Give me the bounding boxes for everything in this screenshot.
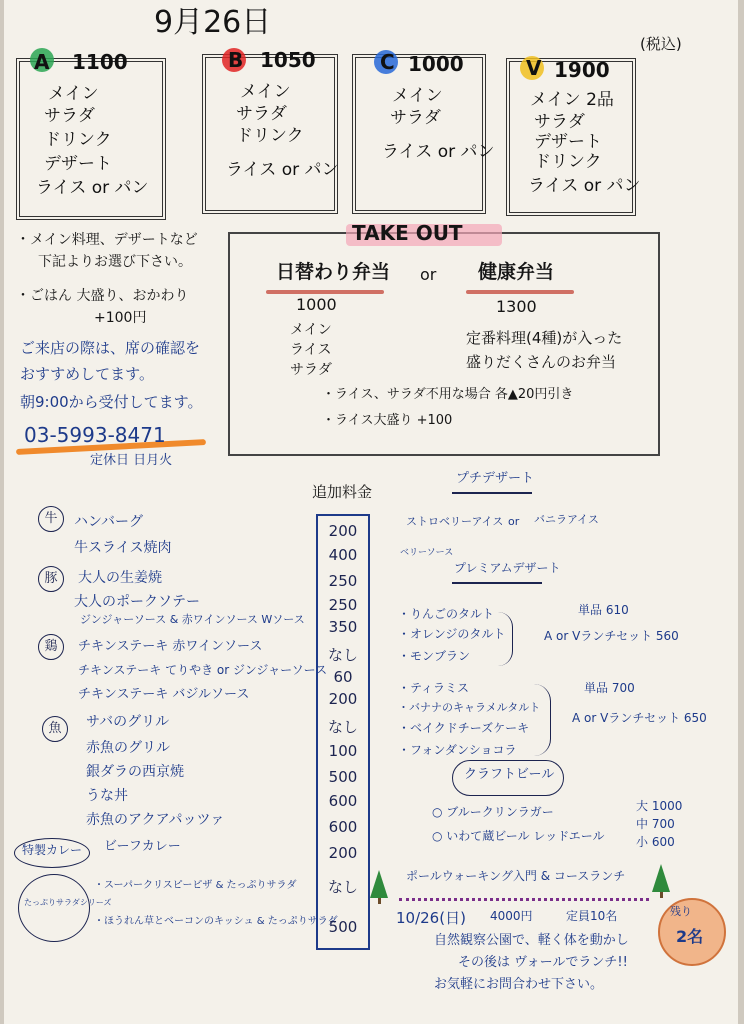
tree-trunk (378, 898, 381, 904)
beef-mark: 牛 (38, 506, 64, 532)
beer-size: 中 700 (636, 817, 675, 831)
main-item: ・ほうれん草とベーコンのキッシュ & たっぷりサラダ (94, 916, 338, 927)
main-price: なし (327, 646, 358, 664)
confirm-note: ご来店の際は、席の確認を (20, 339, 201, 357)
event-title: ポールウォーキング入門 & コースランチ (406, 869, 626, 883)
set-c-price: 1000 (408, 52, 464, 76)
main-price: なし (327, 878, 358, 896)
special-label: 特製カレー (22, 843, 83, 857)
main-price: 400 (328, 546, 358, 564)
main-price: 600 (328, 818, 358, 836)
tree-icon (370, 870, 388, 898)
bento1-name: 日替わり弁当 (276, 261, 391, 283)
main-price: 250 (328, 572, 358, 590)
premium-dessert-title: プレミアムデザート (454, 561, 561, 575)
chicken-mark: 鶏 (38, 634, 64, 660)
group2-set-price: A or Vランチセット 650 (572, 711, 707, 725)
set-b-item: サラダ (236, 104, 287, 124)
takeout-note: ・ライス、サラダ不用な場合 各▲20円引き (322, 387, 574, 402)
main-price: 200 (328, 522, 358, 540)
event-line: 自然観察公園で、軽く体を動かし (434, 933, 629, 948)
group1-single-price: 単品 610 (578, 603, 629, 617)
premium-item: ・オレンジのタルト (398, 627, 506, 641)
set-v-item: サラダ (534, 112, 585, 132)
main-item: サバのグリル (86, 714, 170, 730)
set-c-item: ライス or パン (382, 142, 495, 162)
group1-bracket (498, 612, 513, 666)
takeout-or: or (420, 265, 437, 284)
fish-mark: 魚 (42, 716, 68, 742)
bento2-desc: 盛りだくさんのお弁当 (466, 353, 617, 371)
set-b-price: 1050 (260, 48, 316, 72)
stamp-top: 残り (670, 905, 692, 918)
petit-or: or (508, 515, 520, 528)
premium-item: ・バナナのキャラメルタルト (398, 701, 541, 714)
main-item: ハンバーグ (74, 514, 144, 530)
event-price: 4000円 (490, 909, 533, 923)
menu-date: 9月26日 (154, 5, 272, 40)
set-a-item: メイン (48, 84, 99, 104)
group2-single-price: 単品 700 (584, 681, 635, 695)
set-b-item: ドリンク (236, 126, 304, 146)
tax-note: (税込) (640, 35, 682, 53)
event-wave-underline (399, 888, 649, 901)
event-line: お気軽にお問合わせ下さい。 (434, 977, 604, 992)
main-item: ビーフカレー (104, 839, 181, 854)
main-price: 600 (328, 792, 358, 810)
bento2-desc: 定番料理(4種)が入った (466, 329, 623, 347)
main-item: ジンジャーソース & 赤ワインソース Wソース (80, 613, 305, 626)
craft-beer-title: クラフトビール (464, 767, 555, 782)
main-item: 赤魚のグリル (86, 740, 170, 756)
event-line: その後は ヴォールでランチ!! (458, 955, 628, 970)
petit-item: ベリーソース (400, 548, 454, 558)
event-capacity: 定員10名 (566, 909, 618, 923)
petit-item: バニラアイス (534, 513, 599, 526)
bento1-underline (266, 290, 384, 294)
main-price: 350 (328, 618, 358, 636)
set-a-item: デザート (44, 154, 112, 174)
main-item: 大人のポークソテー (74, 594, 200, 610)
premium-item: ・りんごのタルト (398, 607, 495, 621)
premium-item: ・ティラミス (398, 681, 470, 695)
set-c-box (352, 54, 486, 214)
main-price: 200 (328, 690, 358, 708)
set-v-item: メイン 2品 (530, 90, 614, 110)
main-price: 250 (328, 596, 358, 614)
note-line: ・ごはん 大盛り、おかわり (16, 288, 189, 304)
petit-title-underline (452, 492, 532, 494)
premium-item: ・フォンダンショコラ (398, 743, 517, 757)
tree-icon (652, 864, 670, 892)
bento2-name: 健康弁当 (478, 261, 555, 283)
event-date: 10/26(日) (396, 909, 466, 927)
bento1-price: 1000 (296, 295, 337, 314)
closed-days: 定休日 日月火 (90, 453, 173, 468)
main-price: 500 (328, 768, 358, 786)
pork-mark: 豚 (38, 566, 64, 592)
main-price: なし (327, 718, 358, 736)
stamp-number: 2名 (676, 927, 704, 946)
hours-note: 朝9:00から受付してます。 (20, 393, 203, 411)
main-price: 60 (333, 668, 353, 686)
set-v-item: デザート (534, 132, 602, 152)
note-line: +100円 (94, 310, 147, 326)
set-b-item: ライス or パン (226, 160, 339, 180)
beer-size: 小 600 (636, 835, 675, 849)
premium-item: ・ベイクドチーズケーキ (398, 721, 530, 735)
set-a-item: ドリンク (44, 130, 112, 150)
premium-item: ・モンブラン (398, 649, 471, 663)
set-b-letter: B (228, 48, 244, 72)
beer-size: 大 1000 (636, 799, 683, 813)
tree-trunk (660, 892, 663, 898)
bento2-underline (466, 290, 574, 294)
menu-sheet (4, 0, 738, 1024)
main-item: 大人の生姜焼 (78, 570, 162, 586)
main-item: うな丼 (86, 788, 128, 804)
set-b-item: メイン (240, 82, 291, 102)
set-a-price: 1100 (72, 50, 128, 74)
phone-number[interactable]: 03-5993-8471 (24, 423, 166, 447)
premium-title-underline (452, 582, 542, 584)
salad-series-oval (18, 874, 90, 942)
note-line: ・メイン料理、デザートなど (16, 232, 198, 248)
beer-item: ○ ブルークリンラガー (432, 805, 554, 819)
main-item: 赤魚のアクアパッツァ (86, 812, 225, 828)
set-v-letter: V (526, 56, 542, 80)
main-price: 100 (328, 742, 358, 760)
group1-set-price: A or Vランチセット 560 (544, 629, 679, 643)
set-v-item: ドリンク (534, 152, 602, 172)
beer-item: ○ いわて蔵ビール レッドエール (432, 829, 605, 843)
extra-charge-title: 追加料金 (312, 483, 373, 501)
set-a-item: ライス or パン (36, 178, 149, 198)
set-c-item: メイン (392, 86, 443, 106)
main-price: 500 (328, 918, 358, 936)
set-c-letter: C (380, 50, 395, 74)
confirm-note: おすすめしてます。 (20, 365, 154, 383)
set-c-item: サラダ (390, 108, 441, 128)
petit-item: ストロベリーアイス (406, 515, 504, 528)
set-a-letter: A (34, 50, 50, 74)
bento1-item: ライス (290, 342, 332, 358)
petit-dessert-title: プチデザート (456, 471, 535, 486)
note-line: 下記よりお選び下さい。 (38, 254, 192, 270)
main-item: チキンステーキ 赤ワインソース (78, 639, 263, 654)
group2-bracket (534, 684, 551, 756)
set-v-price: 1900 (554, 58, 610, 82)
main-item: 牛スライス焼肉 (74, 540, 172, 556)
main-item: 銀ダラの西京焼 (86, 764, 184, 780)
takeout-note: ・ライス大盛り +100 (322, 413, 453, 428)
salad-series-label: たっぷりサラダシリーズ (24, 898, 112, 907)
bento1-item: メイン (290, 322, 332, 338)
bento2-price: 1300 (496, 297, 537, 316)
bento1-item: サラダ (290, 362, 332, 378)
main-item: ・スーパークリスピーピザ & たっぷりサラダ (94, 880, 297, 891)
main-price: 200 (328, 844, 358, 862)
set-a-item: サラダ (44, 106, 95, 126)
takeout-title: TAKE OUT (352, 221, 463, 245)
main-item: チキンステーキ バジルソース (78, 687, 250, 702)
main-item: チキンステーキ てりやき or ジンジャーソース (78, 663, 328, 677)
set-v-item: ライス or パン (528, 176, 641, 196)
